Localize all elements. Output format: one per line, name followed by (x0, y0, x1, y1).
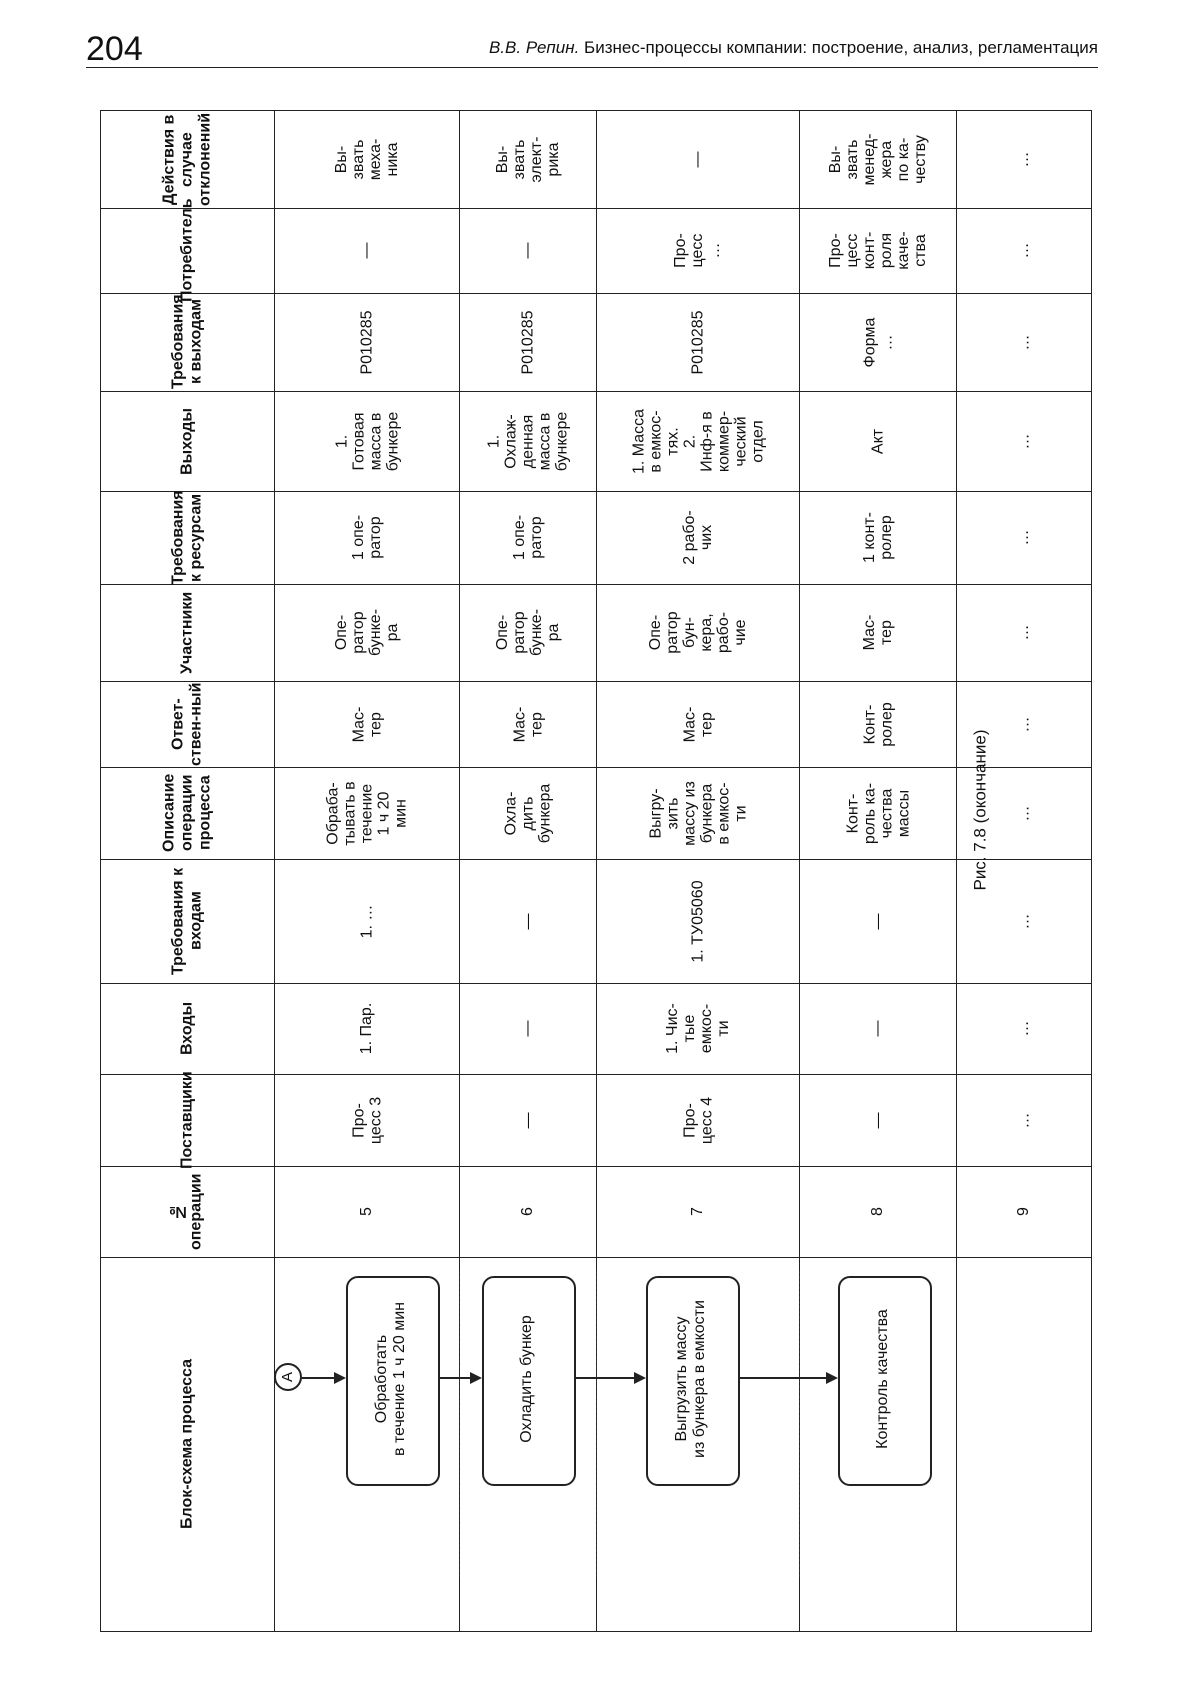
cell-resource-req: … (1015, 529, 1032, 546)
cell-output-req: Форма … (860, 317, 895, 367)
cell-supplier: — (869, 1112, 886, 1128)
cell-output: Акт (869, 428, 886, 454)
header-output-req: Требования к выходам (169, 294, 205, 390)
cell-input: 1. Чис- тые емкос- ти (663, 1003, 732, 1054)
divider (956, 111, 957, 1631)
flow-step-4-label: Контроль качества (874, 1309, 891, 1449)
lane-divider (459, 1271, 460, 1577)
cell-input: — (519, 1020, 536, 1037)
cell-resource-req: 1 опе- ратор (510, 514, 545, 561)
cell-description: Охла- дить бункера (502, 783, 553, 843)
lane-divider (596, 1271, 597, 1577)
cell-responsible: Мас- тер (680, 706, 715, 742)
cell-input-req: 1. … (358, 904, 375, 938)
flow-arrow (302, 1377, 344, 1379)
cell-responsible: Мас- тер (349, 706, 384, 742)
cell-supplier: Про- цесс 3 (349, 1096, 384, 1144)
cell-input-req: — (519, 913, 536, 929)
cell-num: 7 (689, 1207, 706, 1216)
cell-consumer: Про- цесс конт- роля каче- ства (826, 231, 929, 270)
cell-output-req: … (1015, 334, 1032, 350)
header-participants: Участники (178, 591, 196, 674)
header-responsible: Ответ-ствен-ный (169, 682, 205, 766)
page-number: 204 (86, 30, 143, 68)
cell-output-req: Р010285 (689, 309, 706, 375)
cell-num: 9 (1015, 1207, 1032, 1216)
flow-arrow (438, 1377, 480, 1379)
cell-deviation: — (689, 151, 706, 168)
header-input-req: Требования к входам (169, 867, 205, 975)
header-resource-req: Требования к ресурсам (169, 490, 205, 585)
cell-responsible: Конт- ролер (860, 701, 895, 747)
connector-a-label: A (279, 1372, 296, 1383)
header-inputs: Входы (178, 1001, 196, 1056)
cell-supplier: … (1015, 1112, 1032, 1128)
cell-participants: Опе- ратор бунке- ра (493, 608, 562, 657)
cell-resource-req: 2 рабо- чих (680, 510, 715, 565)
cell-deviation: Вы- звать элект- рика (493, 136, 562, 183)
flow-arrow (738, 1377, 836, 1379)
flow-step-3-label: Выгрузить массу из бункера в емкости (673, 1300, 708, 1458)
cell-output: … (1015, 433, 1032, 449)
flow-step-1-label: Обработать в течение 1 ч 20 мин (373, 1302, 408, 1456)
cell-input: — (869, 1020, 886, 1037)
cell-output: 1. Охлаж- денная масса в бункере (485, 411, 570, 471)
cell-consumer: — (358, 242, 375, 259)
cell-deviation: … (1015, 151, 1032, 168)
figure-caption: Рис. 7.8 (окончание) (970, 729, 990, 891)
cell-description: … (1015, 805, 1032, 821)
cell-description: Обраба- тывать в течение 1 ч 20 мин (324, 780, 409, 846)
cell-num: 6 (519, 1207, 536, 1216)
author: В.В. Репин. (488, 38, 580, 57)
process-table (100, 110, 1092, 1632)
cell-participants: … (1015, 624, 1032, 641)
cell-input-req: — (869, 913, 886, 929)
cell-output-req: Р010285 (358, 309, 375, 375)
running-header (489, 38, 1098, 58)
header-description: Описание операции процесса (160, 773, 214, 853)
header-deviation: Действия в случае отклонений (160, 112, 214, 207)
divider (274, 111, 275, 1631)
cell-participants: Мас- тер (860, 614, 895, 651)
header-suppliers: Поставщики (178, 1071, 196, 1169)
cell-description: Конт- роль ка- чества массы (843, 782, 912, 844)
cell-output: 1. Масса в емкос- тях. 2. Инф-я в коммер- ческий отдел (629, 408, 766, 474)
cell-deviation: Вы- звать меха- ника (332, 138, 401, 181)
cell-description: Выгру- зить массу из бункера в емкос- ти (646, 780, 749, 846)
cell-resource-req: 1 конт- ролер (860, 512, 895, 563)
lane-divider (799, 1271, 800, 1577)
cell-responsible: … (1015, 716, 1032, 732)
cell-consumer: … (1015, 242, 1032, 259)
cell-participants: Опе- ратор бун- кера, рабо- чие (646, 611, 749, 654)
header-flowchart: Блок-схема процесса (178, 1358, 196, 1530)
cell-input-req: 1. ТУ05060 (689, 879, 706, 963)
cell-deviation: Вы- звать менед- жера по ка- честву (826, 133, 929, 186)
header-op-number: № операции (169, 1173, 205, 1250)
cell-supplier: Про- цесс 4 (680, 1096, 715, 1144)
cell-resource-req: 1 опе- ратор (349, 514, 384, 561)
cell-participants: Опе- ратор бунке- ра (332, 608, 401, 657)
cell-supplier: — (519, 1112, 536, 1128)
cell-consumer: — (519, 242, 536, 259)
cell-num: 8 (869, 1207, 886, 1216)
cell-input-req: … (1015, 913, 1032, 929)
flow-arrow (574, 1377, 644, 1379)
cell-responsible: Мас- тер (510, 706, 545, 742)
header-consumer: Потребитель (178, 198, 196, 303)
cell-output: 1. Готовая масса в бункере (332, 411, 401, 471)
cell-num: 5 (358, 1207, 375, 1216)
cell-consumer: Про- цесс … (672, 233, 723, 268)
cell-input: 1. Пар. (358, 1002, 375, 1055)
cell-input: … (1015, 1020, 1032, 1037)
header-rule (86, 67, 1098, 68)
cell-output-req: Р010285 (519, 309, 536, 375)
flow-step-2-label: Охладить бункер (518, 1315, 535, 1443)
book-title: Бизнес-процессы компании: построение, анализ, регламентация (584, 38, 1098, 57)
header-outputs: Выходы (178, 407, 196, 475)
